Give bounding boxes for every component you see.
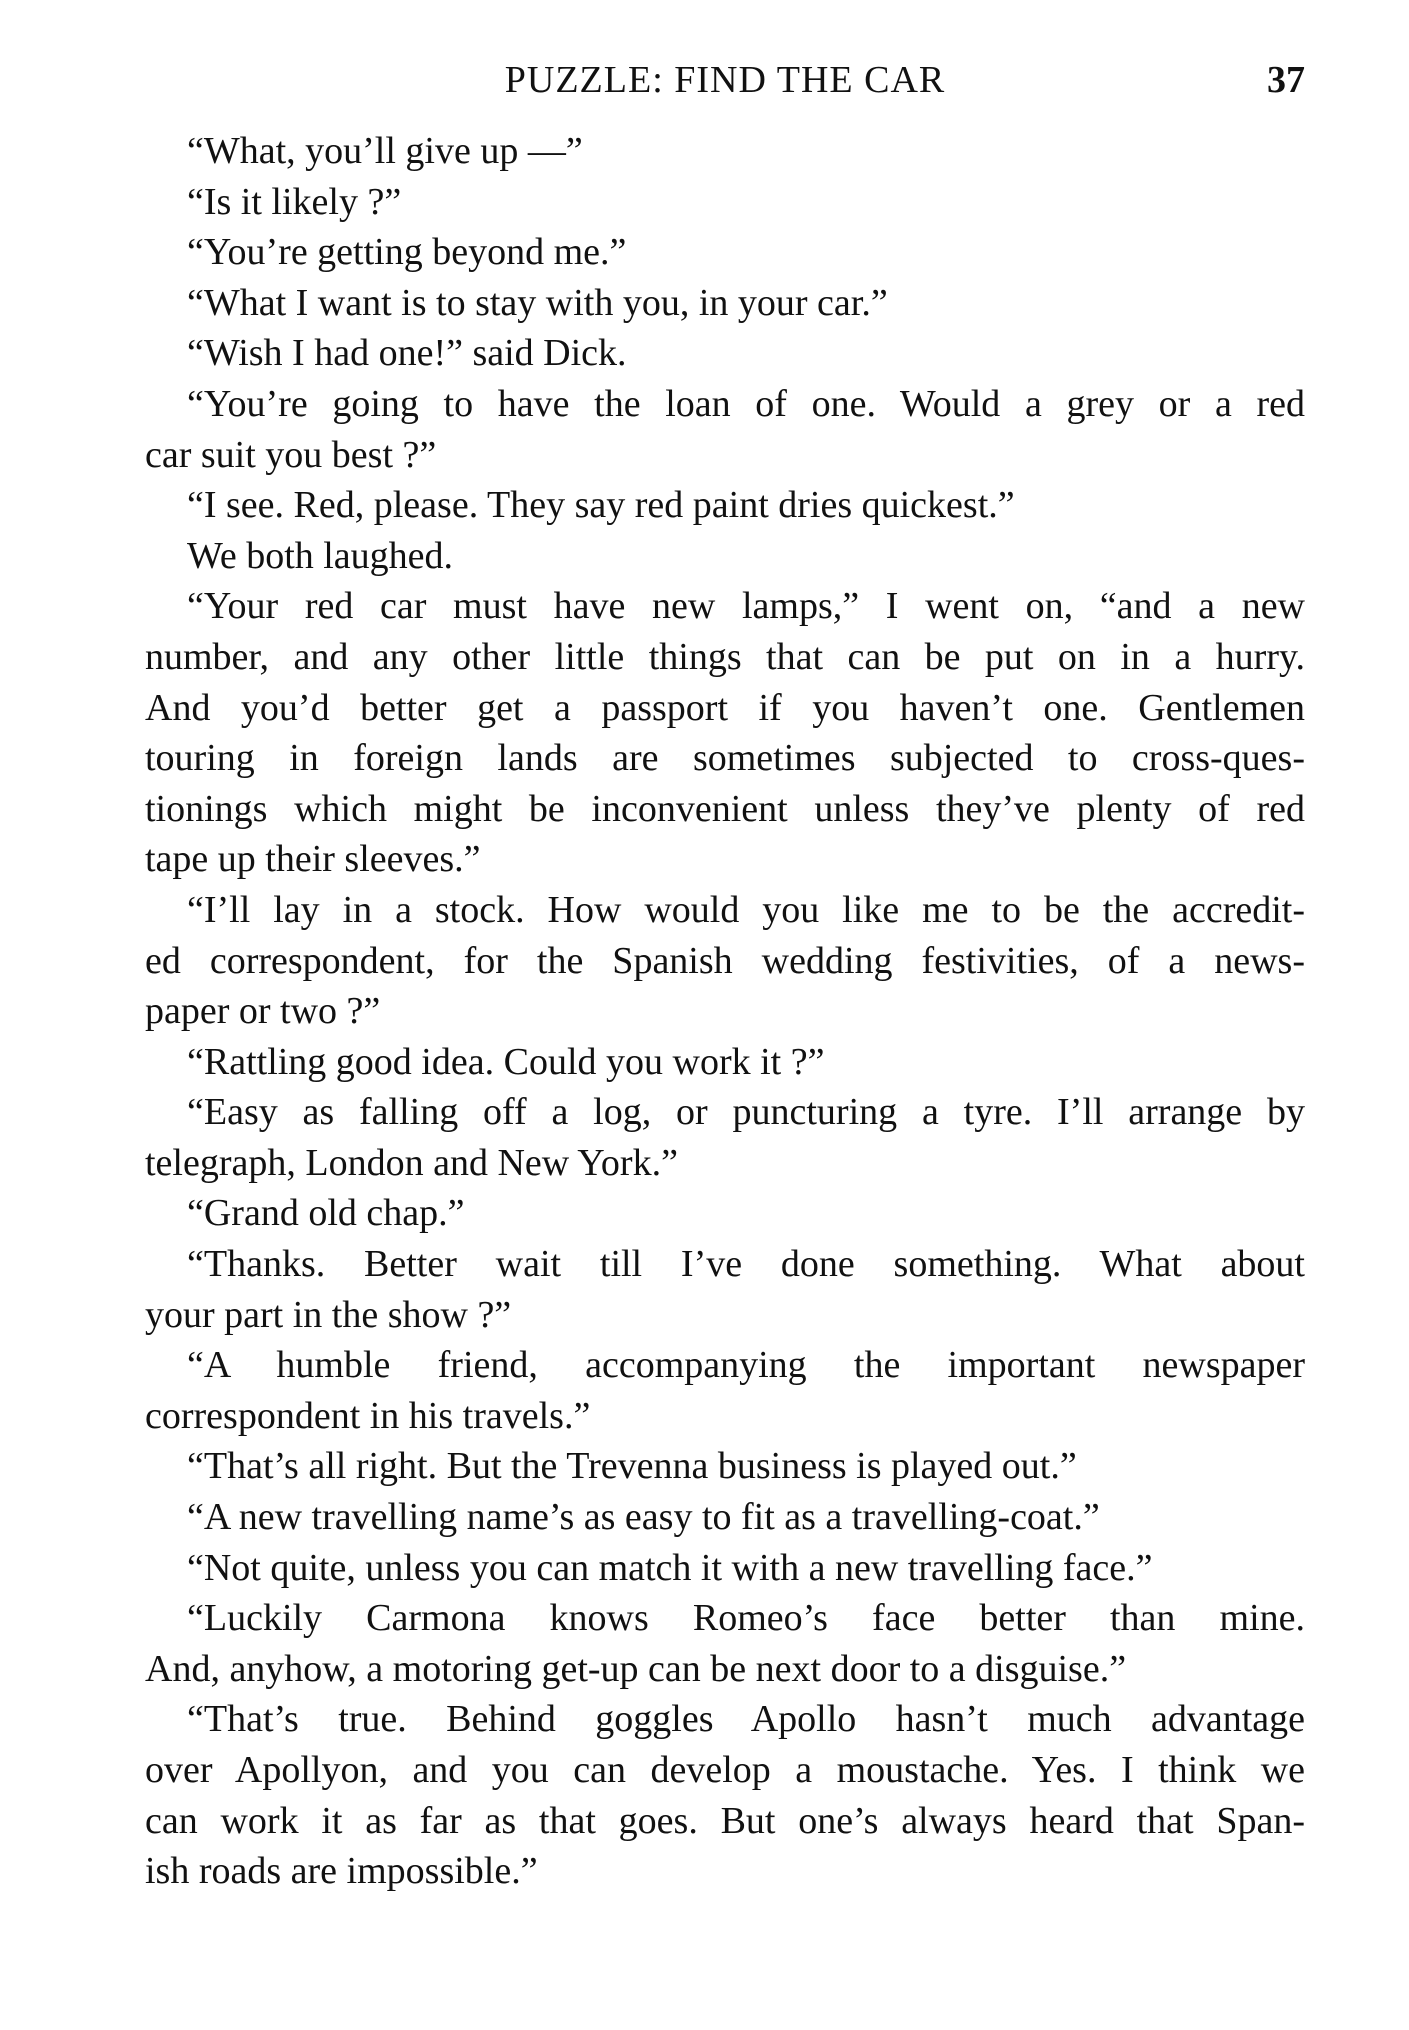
text-line: We both laughed. <box>187 534 454 577</box>
page-number: 37 <box>1267 59 1305 101</box>
text-line: “Your red car must have new lamps,” I went on, “and a new <box>187 585 1305 628</box>
running-head <box>145 58 1305 110</box>
text-line: “Easy as falling off a log, or puncturing a tyre. I’ll arrange by <box>187 1091 1305 1134</box>
body-text <box>145 126 1305 1897</box>
text-line: can work it as far as that goes. But one’s always heard that Span- <box>145 1799 1305 1842</box>
text-line: car suit you best ?” <box>145 433 437 476</box>
text-line: And, anyhow, a motoring get-up can be next door to a disguise.” <box>145 1647 1127 1690</box>
text-line: “What I want is to stay with you, in your car.” <box>187 281 888 324</box>
text-line: ed correspondent, for the Spanish wedding festivities, of a news- <box>145 939 1305 982</box>
text-line: “A new travelling name’s as easy to fit as a travelling-coat.” <box>187 1496 1100 1539</box>
text-line: “You’re going to have the loan of one. Would a grey or a red <box>187 382 1305 425</box>
text-line: “You’re getting beyond me.” <box>187 231 627 274</box>
text-line: And you’d better get a passport if you haven’t one. Gentlemen <box>145 686 1305 729</box>
text-line: “Grand old chap.” <box>187 1192 465 1235</box>
text-line: your part in the show ?” <box>145 1293 512 1336</box>
text-line: “Thanks. Better wait till I’ve done something. What about <box>187 1243 1305 1286</box>
running-title: PUZZLE: FIND THE CAR <box>504 59 946 101</box>
text-line: paper or two ?” <box>145 990 381 1033</box>
text-line: “I see. Red, please. They say red paint dries quickest.” <box>187 484 1015 527</box>
text-line: “Rattling good idea. Could you work it ?” <box>187 1040 825 1083</box>
text-line: tape up their sleeves.” <box>145 838 481 881</box>
text-line: “What, you’ll give up —” <box>187 130 583 172</box>
text-line: correspondent in his travels.” <box>145 1394 591 1437</box>
text-line: “That’s all right. But the Trevenna business is played out.” <box>187 1445 1077 1488</box>
text-line: number, and any other little things that can be put on in a hurry. <box>145 635 1305 678</box>
text-line: “That’s true. Behind goggles Apollo hasn’t much advantage <box>187 1698 1305 1741</box>
text-line: touring in foreign lands are sometimes subjected to cross-ques- <box>145 737 1305 780</box>
text-line: “Is it likely ?” <box>187 180 402 223</box>
text-line: over Apollyon, and you can develop a moustache. Yes. I think we <box>145 1749 1305 1791</box>
text-line: “A humble friend, accompanying the important newspaper <box>187 1344 1305 1387</box>
text-line: tionings which might be inconvenient unless they’ve plenty of red <box>145 787 1305 830</box>
text-line: telegraph, London and New York.” <box>145 1141 678 1184</box>
text-line: “Luckily Carmona knows Romeo’s face better than mine. <box>187 1597 1305 1640</box>
text-line: “I’ll lay in a stock. How would you like me to be the accredit- <box>187 888 1305 931</box>
text-line: “Not quite, unless you can match it with a new travelling face.” <box>187 1546 1153 1589</box>
text-line: ish roads are impossible.” <box>145 1850 538 1893</box>
text-line: “Wish I had one!” said Dick. <box>187 332 627 375</box>
